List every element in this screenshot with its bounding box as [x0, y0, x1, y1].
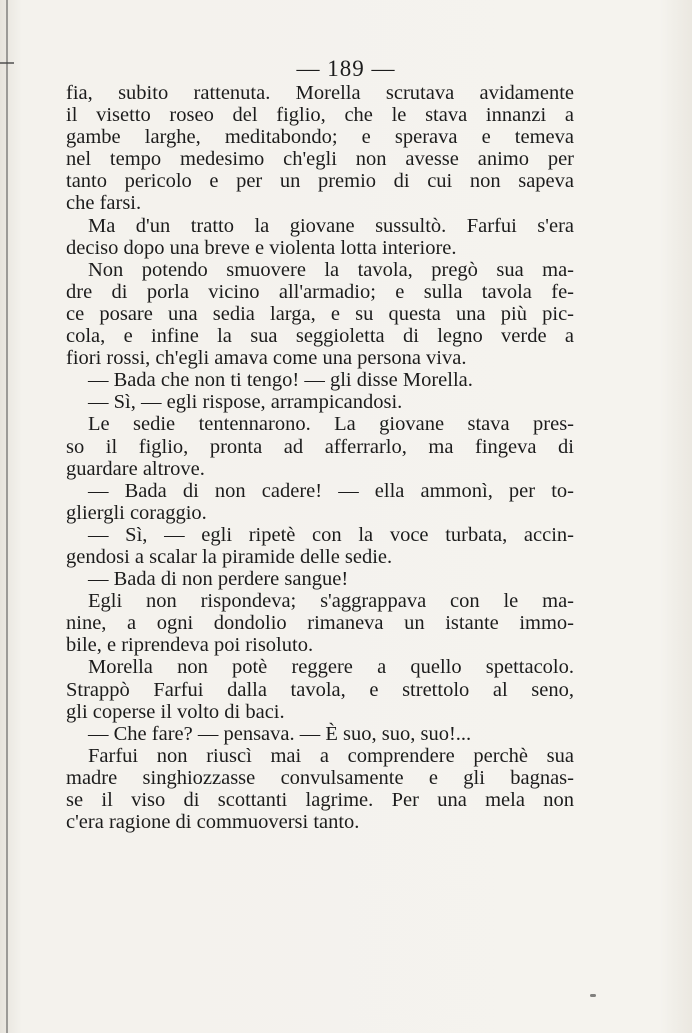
body-text: [66, 82, 574, 833]
text-line: — Sì, — egli rispose, arrampicandosi.: [88, 391, 403, 414]
text-line: — Bada che non ti tengo! — gli disse Morella.: [88, 369, 473, 392]
text-line: nel tempo medesimo ch'egli non avesse animo per: [66, 148, 574, 171]
text-line: deciso dopo una breve e violenta lotta interiore.: [66, 236, 457, 259]
text-line: gambe larghe, meditabondo; e sperava e temeva: [66, 126, 574, 149]
text-line: fiori rossi, ch'egli amava come una persona viva.: [66, 347, 467, 370]
text-line: gendosi a scalar la piramide delle sedie.: [66, 545, 393, 568]
text-line: madre singhiozzasse convulsamente e gli bagnas-: [66, 766, 574, 789]
text-line: gli coperse il volto di baci.: [66, 700, 285, 723]
text-line: Morella non potè reggere a quello spettacolo.: [88, 656, 574, 679]
text-line: — Che fare? — pensava. — È suo, suo, suo!...: [88, 722, 472, 745]
text-line: fia, subito rattenuta. Morella scrutava avidamente: [66, 82, 574, 104]
text-line: Egli non rispondeva; s'aggrappava con le ma-: [88, 590, 574, 613]
paper-speck: [590, 994, 596, 997]
text-line: Farfui non riuscì mai a comprendere perchè sua: [88, 744, 574, 767]
text-line: Strappò Farfui dalla tavola, e strettolo al seno,: [66, 678, 574, 701]
text-line: se il viso di scottanti lagrime. Per una mela non: [66, 789, 574, 811]
text-line: bile, e riprendeva poi risoluto.: [66, 634, 314, 657]
text-line: dre di porla vicino all'armadio; e sulla tavola fe-: [66, 280, 574, 303]
text-line: Non potendo smuovere la tavola, pregò sua ma-: [88, 258, 574, 281]
text-line: cola, e infine la sua seggioletta di legno verde a: [66, 325, 574, 348]
text-line: Le sedie tentennarono. La giovane stava pres-: [88, 413, 574, 436]
text-line: — Sì, — egli ripetè con la voce turbata, accin-: [88, 523, 574, 546]
text-line: ce posare una sedia larga, e su questa una più pic-: [66, 302, 574, 325]
text-line: Ma d'un tratto la giovane sussultò. Farfui s'era: [88, 214, 574, 237]
text-line: tanto pericolo e per un premio di cui non sapeva: [66, 170, 574, 193]
text-line: — Bada di non perdere sangue!: [88, 568, 349, 591]
text-line: guardare altrove.: [66, 457, 205, 480]
binding-edge: [6, 0, 8, 1033]
text-line: che farsi.: [66, 192, 142, 215]
text-line: — Bada di non cadere! — ella ammonì, per to-: [88, 479, 574, 502]
text-line: so il figlio, pronta ad afferrarlo, ma fingeva di: [66, 435, 574, 458]
page-number: — 189 —: [296, 56, 396, 81]
text-line: c'era ragione di commuoversi tanto.: [66, 811, 360, 834]
text-line: il visetto roseo del figlio, che le stava innanzi a: [66, 104, 574, 127]
text-line: gliergli coraggio.: [66, 501, 207, 524]
text-line: nine, a ogni dondolio rimaneva un istante immo-: [66, 612, 574, 635]
